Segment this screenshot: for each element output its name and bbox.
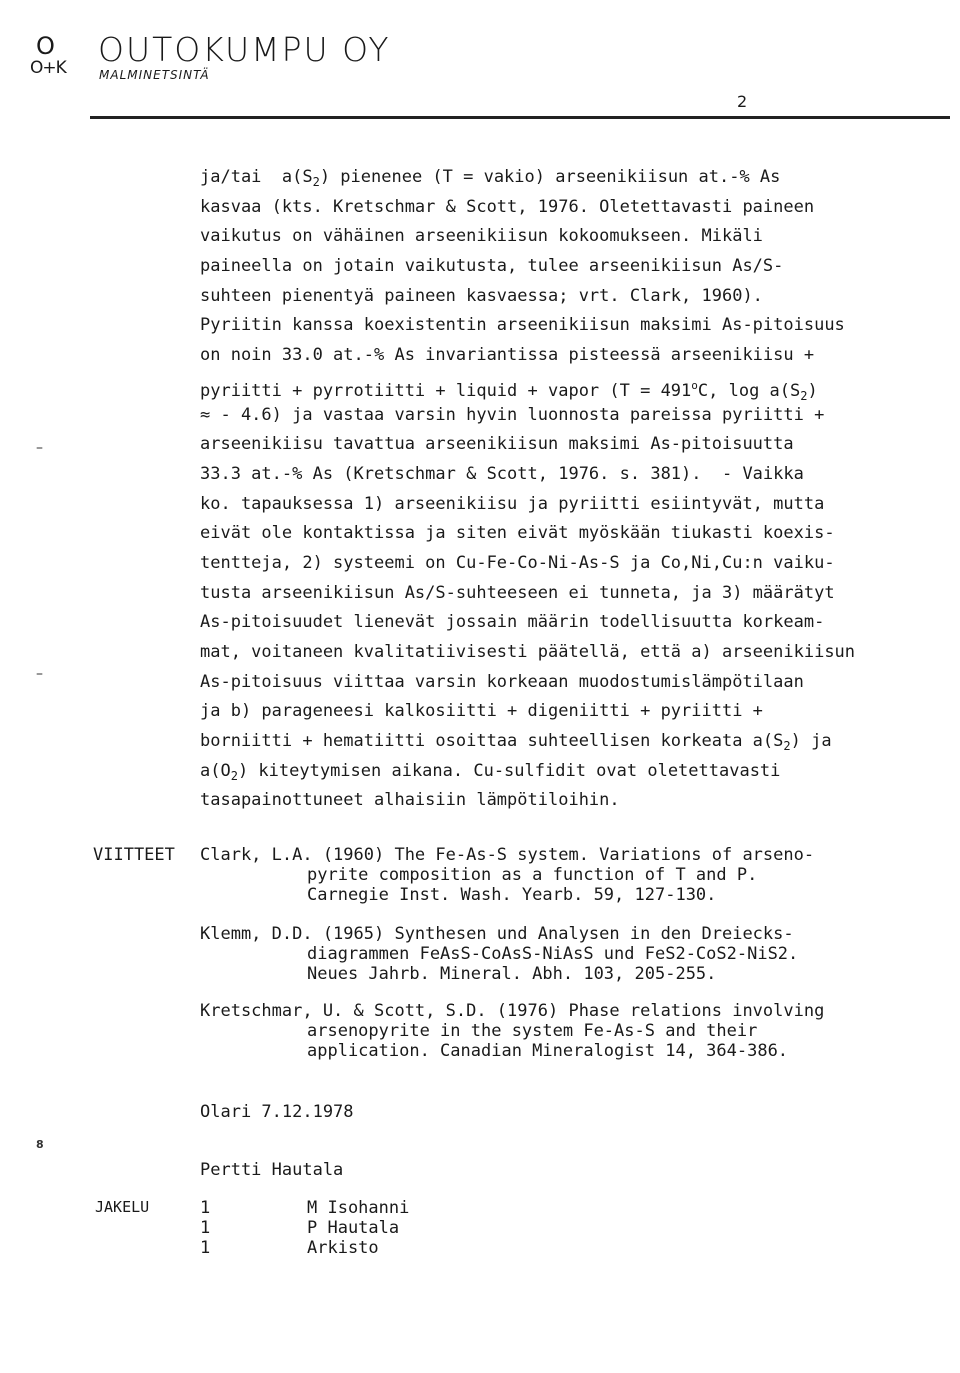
distribution-counts — [200, 1198, 210, 1258]
body-line — [200, 163, 960, 193]
body-text: As-pitoisuudet lienevät jossain määrin todellisuutta korkeam- — [200, 612, 825, 633]
body-text: tusta arseenikiisun As/S-suhteeseen ei tunneta, ja 3) määrätyt — [200, 582, 835, 603]
body-line — [200, 371, 960, 401]
references-label: VIITTEET — [93, 845, 175, 865]
logo-bottom: O+K — [30, 58, 66, 78]
subscript: 2 — [783, 739, 791, 754]
reference-line: arsenopyrite in the system Fe-As-S and their — [307, 1021, 758, 1041]
body-text: C, log a(S — [697, 380, 801, 401]
body-text: mat, voitaneen kvalitatiivisesti päätellä, että a) arseenikiisun — [200, 642, 856, 662]
body-line — [200, 757, 960, 787]
body-text: ja b) parageneesi kalkosiitti + digeniitti + pyriitti + — [200, 701, 763, 722]
distribution-name: M Isohanni — [307, 1198, 410, 1218]
reference-line: Carnegie Inst. Wash. Yearb. 59, 127-130. — [307, 885, 717, 905]
body-line — [200, 549, 960, 579]
body-text: tasapainottuneet alhaisiin lämpötiloihin. — [200, 790, 620, 811]
reference-line: application. Canadian Mineralogist 14, 364-386. — [307, 1041, 789, 1061]
body-line — [200, 460, 960, 490]
body-line — [200, 697, 960, 727]
reference-entry — [200, 1001, 824, 1061]
body-line — [200, 252, 960, 282]
body-line — [200, 222, 960, 252]
place-date: Olari 7.12.1978 — [200, 1102, 354, 1122]
distribution-name: Arkisto — [307, 1238, 379, 1258]
subscript: 2 — [312, 175, 320, 189]
distribution-count: 1 — [200, 1238, 211, 1258]
distribution-names — [307, 1198, 409, 1258]
body-text: ≈ - 4.6) ja vastaa varsin hyvin luonnosta pareissa pyriitti + — [200, 404, 825, 425]
body-line — [200, 579, 960, 609]
reference-line: Neues Jahrb. Mineral. Abh. 103, 205-255. — [307, 964, 717, 984]
body-line — [200, 490, 960, 520]
margin-dash: – — [36, 666, 43, 682]
distribution-name: P Hautala — [307, 1218, 400, 1238]
body-line — [200, 341, 960, 371]
reference-entry — [200, 924, 798, 984]
reference-line: Clark, L.A. (1960) The Fe-As-S system. Variations of arseno- — [200, 845, 815, 865]
body-text: eivät ole kontaktissa ja siten eivät myöskään tiukasti koexis- — [200, 523, 835, 544]
reference-entry — [200, 845, 814, 905]
reference-line: pyrite composition as a function of T and P. — [307, 865, 758, 885]
body-text: arseenikiisu tavattua arseenikiisun maksimi As-pitoisuutta — [200, 434, 794, 455]
company-name: OUTOKUMPU OY — [98, 30, 391, 69]
reference-line: Kretschmar, U. & Scott, S.D. (1976) Phase relations involving — [200, 1001, 825, 1021]
signatory: Pertti Hautala — [200, 1160, 344, 1180]
body-line — [200, 519, 960, 549]
body-text: kasvaa (kts. Kretschmar & Scott, 1976. Oletettavasti paineen — [200, 196, 815, 217]
body-line — [200, 282, 960, 312]
company-logo — [30, 34, 70, 80]
subscript: 2 — [230, 768, 238, 783]
header-rule — [90, 116, 950, 119]
body-text: ) ja — [790, 731, 832, 752]
body-text: tentteja, 2) systeemi on Cu-Fe-Co-Ni-As-S ja Co,Ni,Cu:n vaiku- — [200, 552, 835, 573]
body-text: ) — [807, 380, 818, 401]
body-line — [200, 401, 960, 431]
body-text: paineella on jotain vaikutusta, tulee arseenikiisun As/S- — [200, 256, 784, 277]
body-line — [200, 668, 960, 698]
body-text: borniitti + hematiitti osoittaa suhteellisen korkeata a(S — [200, 731, 784, 752]
body-line — [200, 430, 960, 460]
body-text: on noin 33.0 at.-% As invariantissa pisteessä arseenikiisu + — [200, 345, 815, 366]
body-paragraph — [200, 163, 960, 816]
body-line — [200, 786, 960, 816]
body-text: ko. tapauksessa 1) arseenikiisu ja pyriitti esiintyvät, mutta — [200, 493, 825, 514]
superscript: o — [691, 378, 698, 392]
margin-dash: – — [36, 440, 43, 456]
body-text: ) pienenee (T = vakio) arseenikiisun at.-% As — [319, 167, 781, 187]
reference-line: diagrammen FeAsS-CoAsS-NiAsS und FeS2-CoS2-NiS2. — [307, 944, 799, 964]
body-text: suhteen pienentyä paineen kasvaessa; vrt. Clark, 1960). — [200, 285, 763, 306]
body-text: ) kiteytymisen aikana. Cu-sulfidit ovat oletettavasti — [237, 760, 781, 781]
distribution-label: JAKELU — [95, 1198, 150, 1216]
reference-line: Klemm, D.D. (1965) Synthesen und Analysen in den Dreiecks- — [200, 924, 794, 944]
body-text: a(O — [200, 760, 231, 781]
body-text: vaikutus on vähäinen arseenikiisun kokoomukseen. Mikäli — [200, 226, 763, 247]
body-text: ja/tai a(S — [200, 167, 313, 187]
body-line — [200, 638, 960, 668]
body-text: As-pitoisuus viittaa varsin korkeaan muodostumislämpötilaan — [200, 671, 804, 692]
company-subtitle: MALMINETSINTÄ — [99, 68, 210, 82]
body-line — [200, 608, 960, 638]
body-line — [200, 727, 960, 757]
body-text: pyriitti + pyrrotiitti + liquid + vapor (T = 491 — [200, 380, 692, 401]
distribution-count: 1 — [200, 1218, 211, 1238]
body-line — [200, 311, 960, 341]
page-number: 2 — [737, 92, 748, 111]
body-text: 33.3 at.-% As (Kretschmar & Scott, 1976. s. 381). - Vaikka — [200, 463, 804, 484]
margin-number: 8 — [36, 1138, 44, 1151]
body-line — [200, 193, 960, 223]
subscript: 2 — [800, 388, 808, 403]
body-text: Pyriitin kanssa koexistentin arseenikiisun maksimi As-pitoisuus — [200, 315, 845, 336]
distribution-count: 1 — [200, 1198, 211, 1218]
logo-top: O — [36, 32, 55, 60]
